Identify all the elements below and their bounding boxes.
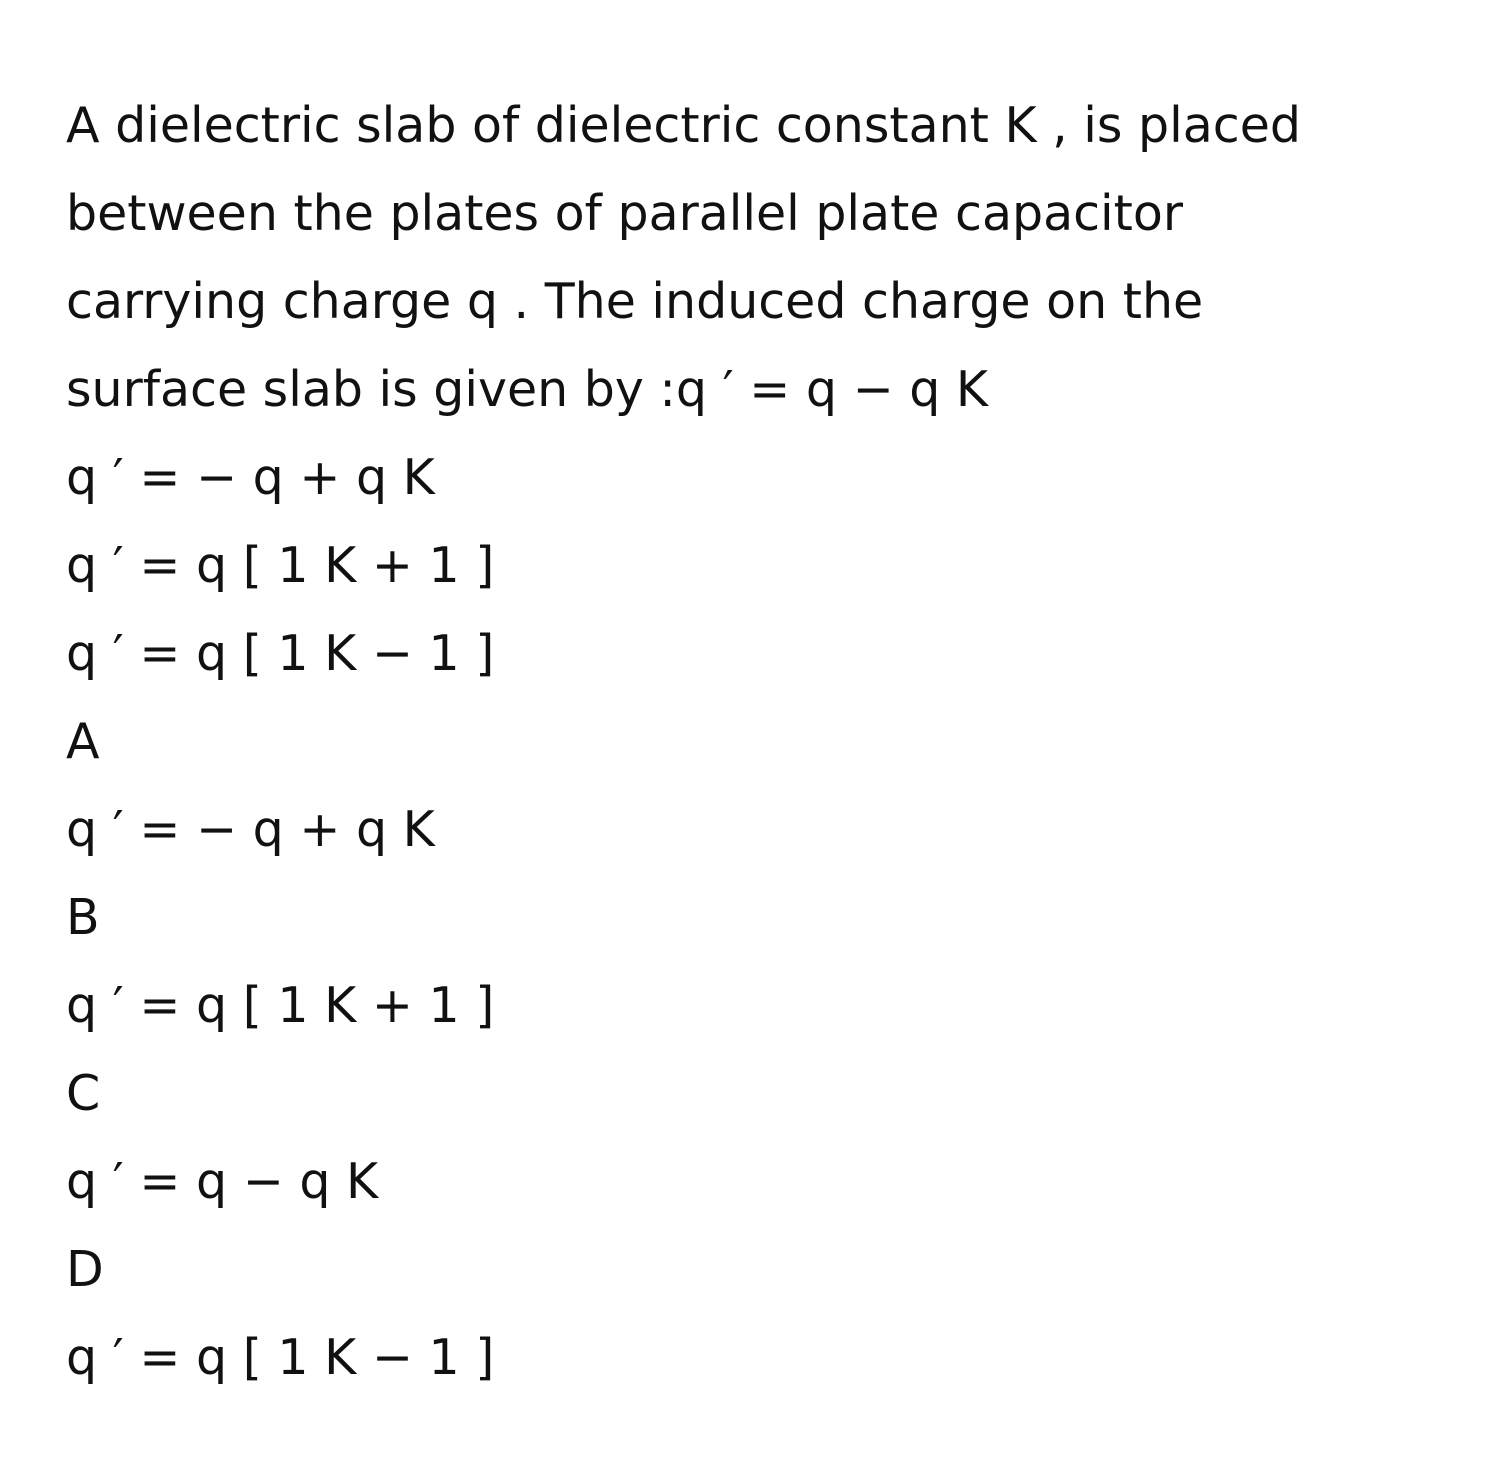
question-line-1: A dielectric slab of dielectric constant K , is placed bbox=[66, 97, 1301, 154]
inline-choice-1: q ′ = − q + q K bbox=[66, 449, 435, 506]
inline-choice-3: q ′ = q [ 1 K − 1 ] bbox=[66, 625, 495, 682]
question-line-2: between the plates of parallel plate capacitor bbox=[66, 185, 1183, 242]
option-b-letter[interactable]: B bbox=[66, 889, 100, 946]
inline-choice-2: q ′ = q [ 1 K + 1 ] bbox=[66, 537, 495, 594]
option-b-text[interactable]: q ′ = q [ 1 K + 1 ] bbox=[66, 977, 495, 1034]
option-a-text[interactable]: q ′ = − q + q K bbox=[66, 801, 435, 858]
question-line-4: surface slab is given by :q ′ = q − q K bbox=[66, 361, 989, 418]
option-d-letter[interactable]: D bbox=[66, 1241, 104, 1298]
question-text bbox=[66, 82, 1446, 434]
option-a-letter[interactable]: A bbox=[66, 713, 100, 770]
option-d-text[interactable]: q ′ = q [ 1 K − 1 ] bbox=[66, 1329, 495, 1386]
inline-choice-list bbox=[66, 434, 1446, 698]
answer-options bbox=[66, 698, 1446, 1402]
question-line-3: carrying charge q . The induced charge on the bbox=[66, 273, 1204, 330]
option-c-letter[interactable]: C bbox=[66, 1065, 101, 1122]
option-c-text[interactable]: q ′ = q − q K bbox=[66, 1153, 379, 1210]
question-document bbox=[66, 82, 1446, 1402]
